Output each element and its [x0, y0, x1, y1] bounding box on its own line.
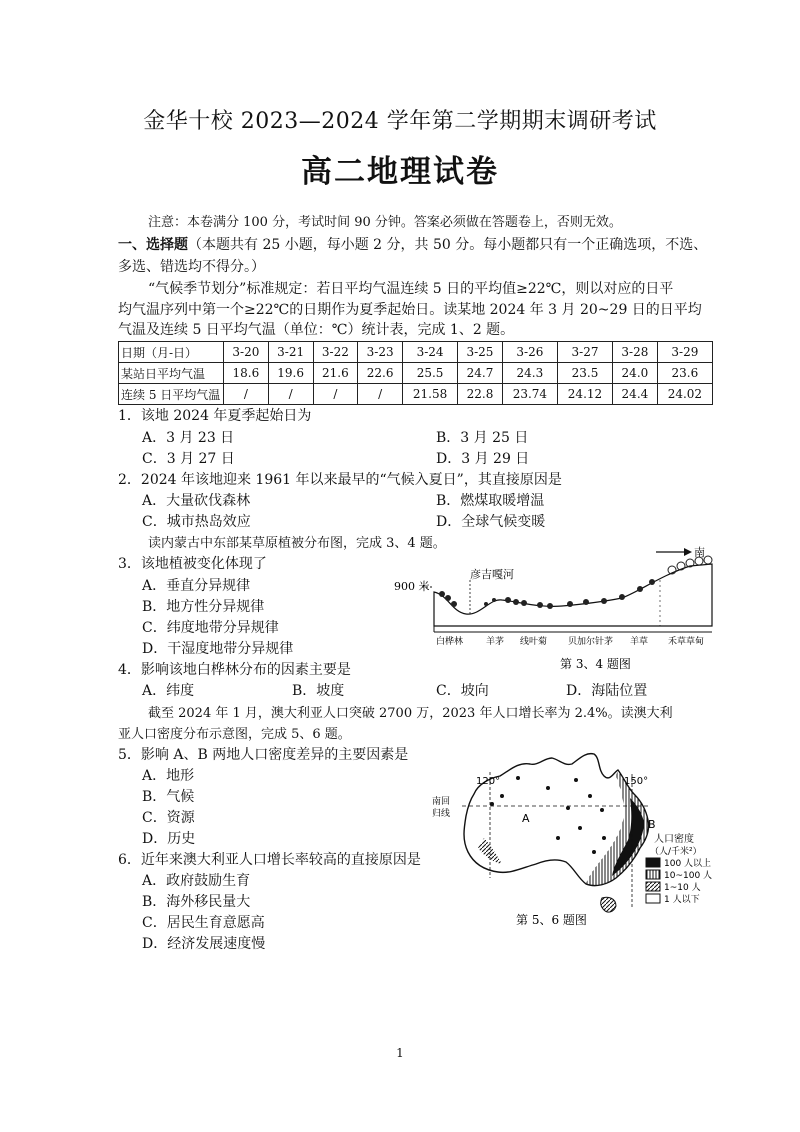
figure-caption: 第 5、6 题图	[516, 913, 587, 927]
table-row-five-day	[119, 384, 713, 405]
q3-option-a: A．垂直分异规律	[142, 578, 251, 594]
legend-swatch-low	[646, 882, 660, 891]
vegetation-marks	[439, 579, 655, 609]
table-row-daily	[119, 363, 713, 384]
legend-item: 白桦林	[436, 637, 464, 647]
section1-heading: 一、选择题	[118, 237, 188, 253]
tasmania	[601, 897, 616, 912]
temperature-table	[118, 341, 713, 405]
q1-option-a: A．3 月 23 日	[142, 430, 235, 446]
table-cell: 3-24	[403, 342, 458, 363]
legend-item: 羊草	[630, 637, 649, 647]
table-cell: 21.58	[403, 384, 458, 405]
table-cell: 3-25	[458, 342, 503, 363]
q2-option-b: B．燃煤取暖增温	[436, 493, 545, 509]
q1-option-d: D．3 月 29 日	[436, 451, 530, 467]
vegetation-legend	[436, 635, 704, 647]
table-cell: 24.4	[613, 384, 658, 405]
row-label: 连续 5 日平均气温	[119, 384, 224, 405]
q3-option-b: B．地方性分异规律	[142, 599, 265, 615]
intro56-line1: 截至 2024 年 1 月，澳大利亚人口突破 2700 万，2023 年人口增长率为 2.4%。读澳大利	[148, 706, 673, 721]
section1-desc: （本题共有 25 小题，每小题 2 分，共 50 分。每小题都只有一个正确选项，不选、	[188, 237, 708, 253]
q3-stem: 3．该地植被变化体现了	[118, 556, 267, 572]
legend-item: 100 人以上	[664, 859, 712, 869]
table-cell: 3-28	[613, 342, 658, 363]
legend-title-1: 人口密度	[654, 834, 694, 845]
vegetation-profile-svg	[390, 540, 720, 675]
arrow-head-icon	[684, 548, 692, 556]
intro34: 读内蒙古中东部某草原植被分布图，完成 3、4 题。	[148, 536, 446, 551]
q4-option-c: C．坡向	[436, 683, 489, 699]
intro12-line3: 气温及连续 5 日平均气温（单位：℃）统计表，完成 1、2 题。	[118, 322, 515, 338]
q5-stem: 5．影响 A、B 两地人口密度差异的主要因素是	[118, 747, 409, 763]
q4-option-a: A．纬度	[142, 683, 195, 699]
row-label: 日期（月-日）	[119, 342, 224, 363]
table-cell: 3-27	[557, 342, 612, 363]
height-label: 900 米	[394, 580, 430, 593]
table-cell: /	[313, 384, 358, 405]
q5-option-d: D．历史	[142, 831, 196, 847]
q2-stem: 2．2024 年该地迎来 1961 年以来最早的“气候入夏日”，其直接原因是	[118, 472, 562, 488]
table-cell: 24.02	[657, 384, 712, 405]
q1-option-c: C．3 月 27 日	[142, 451, 235, 467]
point-b-label: B	[648, 818, 656, 831]
intro12-line2: 均气温序列中第一个≥22℃的日期作为夏季起始日。读某地 2024 年 3 月 20~29 日的日平均	[118, 302, 702, 318]
table-cell: 21.6	[313, 363, 358, 384]
table-cell: 3-21	[268, 342, 313, 363]
legend-item: 贝加尔针茅	[568, 637, 614, 647]
q6-option-d: D．经济发展速度慢	[142, 936, 266, 952]
table-cell: /	[224, 384, 269, 405]
tropic-label-1: 南回	[432, 797, 451, 807]
q4-stem: 4．影响该地白桦林分布的因素主要是	[118, 662, 351, 678]
table-cell: /	[268, 384, 313, 405]
direction-label: 南	[694, 546, 705, 559]
figure-caption: 第 3、4 题图	[560, 657, 631, 671]
table-cell: 3-26	[502, 342, 557, 363]
table-cell: 3-20	[224, 342, 269, 363]
lon-150-label: 150°	[624, 776, 649, 787]
exam-subject: 高二地理试卷	[301, 154, 499, 190]
q1-option-b: B．3 月 25 日	[436, 430, 529, 446]
legend-item: 禾草草甸	[668, 637, 705, 647]
notice: 注意：本卷满分 100 分，考试时间 90 分钟。答案必须做在答题卷上，否则无效。	[148, 215, 622, 230]
section1-header	[118, 235, 707, 255]
q5-option-b: B．气候	[142, 789, 195, 805]
table-cell: /	[358, 384, 403, 405]
legend-swatch-medium	[646, 870, 660, 879]
q6-option-c: C．居民生育意愿高	[142, 915, 265, 931]
australia-map-svg	[418, 748, 718, 930]
row-label: 某站日平均气温	[119, 363, 224, 384]
table-cell: 24.7	[458, 363, 503, 384]
legend-item: 10~100 人	[664, 871, 713, 881]
table-cell: 23.5	[557, 363, 612, 384]
table-cell: 22.8	[458, 384, 503, 405]
legend-item: 1 人以下	[664, 895, 700, 905]
table-cell: 3-22	[313, 342, 358, 363]
q6-stem: 6．近年来澳大利亚人口增长率较高的直接原因是	[118, 852, 421, 868]
q2-option-d: D．全球气候变暖	[436, 514, 546, 530]
q5-option-c: C．资源	[142, 810, 195, 826]
intro12-line1: “气候季节划分”标准规定：若日平均气温连续 5 日的平均值≥22℃，则以对应的日平	[148, 281, 674, 297]
lon-120-label: 120°	[476, 776, 501, 787]
q3-option-d: D．干湿度地带分异规律	[142, 641, 294, 657]
table-row-dates	[119, 342, 713, 363]
table-cell: 3-29	[657, 342, 712, 363]
tropic-label-2: 归线	[432, 809, 451, 819]
q4-option-b: B．坡度	[292, 683, 345, 699]
exam-title: 金华十校 2023—2024 学年第二学期期末调研考试	[143, 109, 657, 134]
legend-item: 线叶菊	[520, 637, 548, 647]
q5-option-a: A．地形	[142, 768, 195, 784]
q6-option-b: B．海外移民量大	[142, 894, 251, 910]
australia-map-figure	[418, 748, 718, 930]
legend-item: 1~10 人	[664, 883, 701, 893]
table-cell: 3-23	[358, 342, 403, 363]
table-cell: 22.6	[358, 363, 403, 384]
q4-option-d: D．海陆位置	[566, 683, 648, 699]
legend-item: 羊茅	[486, 637, 505, 647]
q3-option-c: C．纬度地带分异规律	[142, 620, 279, 636]
point-a-label: A	[522, 812, 530, 825]
intro56-line2: 亚人口密度分布示意图，完成 5、6 题。	[118, 727, 351, 742]
q6-option-a: A．政府鼓励生育	[142, 873, 251, 889]
table-cell: 24.12	[557, 384, 612, 405]
table-cell: 25.5	[403, 363, 458, 384]
density-legend	[646, 832, 712, 905]
q2-option-a: A．大量砍伐森林	[142, 493, 251, 509]
table-cell: 23.74	[502, 384, 557, 405]
legend-swatch-dense	[646, 858, 660, 867]
table-cell: 19.6	[268, 363, 313, 384]
section1-desc-line2: 多选、错选均不得分。）	[118, 259, 265, 275]
table-cell: 24.0	[613, 363, 658, 384]
q2-option-c: C．城市热岛效应	[142, 514, 251, 530]
q1-stem: 1．该地 2024 年夏季起始日为	[118, 408, 312, 424]
table-cell: 18.6	[224, 363, 269, 384]
legend-swatch-sparse	[646, 894, 660, 903]
page-number: 1	[396, 1046, 404, 1060]
table-cell: 24.3	[502, 363, 557, 384]
vegetation-profile-figure	[390, 540, 720, 675]
river-label: 彦吉嘎河	[470, 568, 514, 581]
legend-title-2: （人/千米²）	[650, 847, 702, 857]
table-cell: 23.6	[657, 363, 712, 384]
